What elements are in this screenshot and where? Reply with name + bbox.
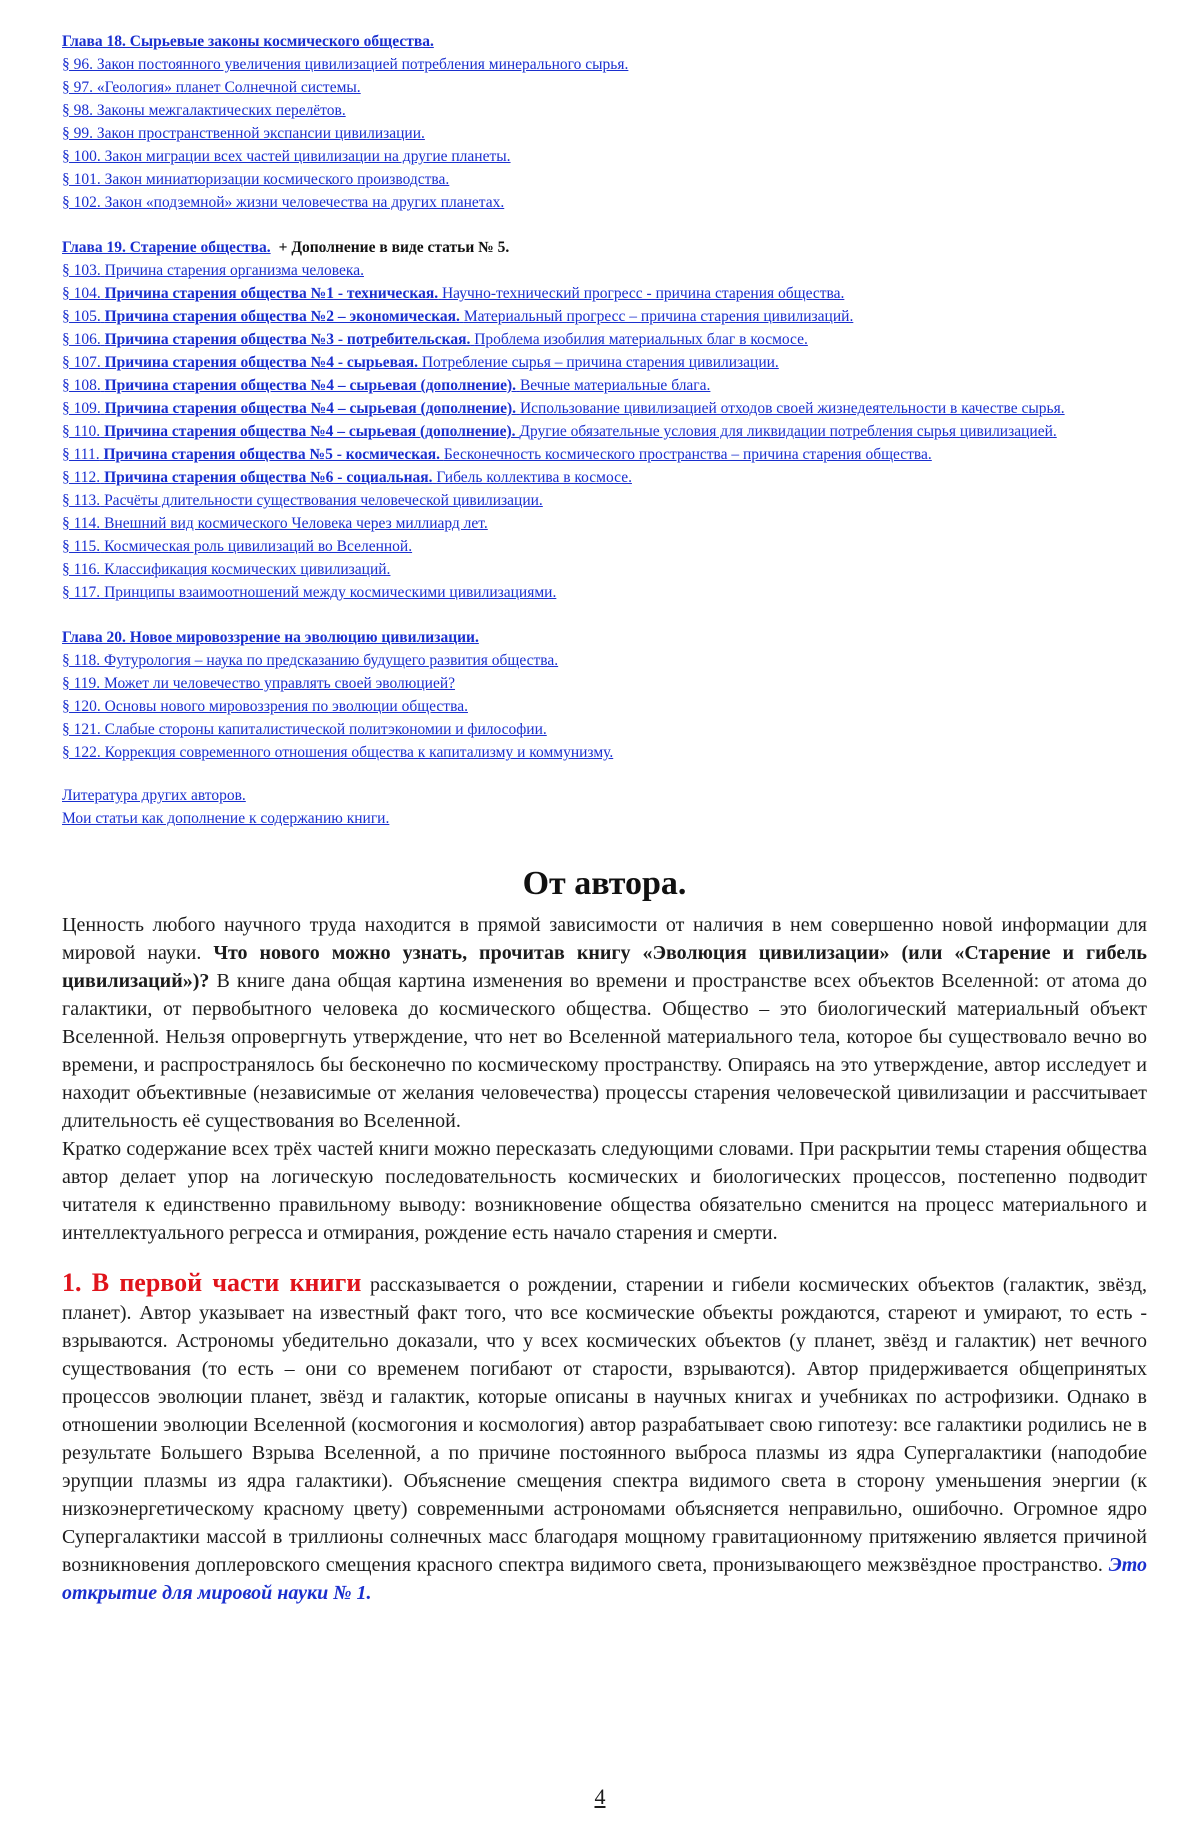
toc-section-link[interactable]: [62, 581, 1147, 604]
section-title-bold: Причина старения общества №4 – сырьевая (дополнение).: [104, 377, 517, 394]
paragraph-text: рассказывается о рождении, старении и гибели космических объектов (галактик, звёзд, планет). Автор указывает на известный факт того, что все космические объекты рождаются, стареют и умирают, то есть - взрываются. Астрономы убедительно доказали, что у всех космических объектов (у планет, звёзд и галактик) нет вечного существования (то есть – они со временем погибают от старости, взрываются). Автор придерживается общепринятых процессов эволюции планет, звёзд и галактик, которые описаны в научных книгах и учебниках по астрофизики. Однако в отношении эволюции Вселенной (космогония и космология) автор разрабатывает свою гипотезу: все галактики родились не в результате Большего Взрыва Вселенной, а по причине постоянного выброса плазмы из ядра Супергалактики (наподобие эрупции плазмы из ядра галактики). Объяснение смещения спектра видимого света в сторону уменьшения энергии (к низкоэнергетическому красному цвету) современными астрономами объясняется неправильно, ошибочно. Огромное ядро Супергалактики массой в триллионы солнечных масс благодаря мощному гравитационному притяжению является причиной возникновения доплеровского смещения красного спектра видимого света, пронизывающего межзвёздное пространство.: [62, 1274, 1147, 1576]
toc-section-link[interactable]: § 97. «Геология» планет Солнечной системы.: [62, 79, 361, 96]
toc-section-link[interactable]: § 98. Законы межгалактических перелётов.: [62, 102, 346, 119]
toc-chapter-18: [62, 30, 1147, 214]
toc-section-link[interactable]: [62, 466, 1147, 489]
section-number: § 105.: [62, 308, 101, 325]
section-number: § 112.: [62, 469, 101, 486]
toc-section-link[interactable]: § 118. Футурология – наука по предсказанию будущего развития общества.: [62, 652, 559, 669]
section-title-bold: Причина старения общества №5 - космическая.: [103, 446, 440, 463]
toc-section-link[interactable]: [62, 443, 1147, 466]
toc-section-link[interactable]: § 101. Закон миниатюризации космического производства.: [62, 171, 450, 188]
toc-chapter-title[interactable]: Глава 19. Старение общества.: [62, 239, 271, 256]
section-title: Космическая роль цивилизаций во Вселенной.: [104, 538, 413, 555]
section-title: Вечные материальные блага.: [519, 377, 711, 394]
toc-section-link[interactable]: § 96. Закон постоянного увеличения цивилизацией потребления минерального сырья.: [62, 56, 629, 73]
toc-section-link[interactable]: [62, 259, 1147, 282]
toc-section-link[interactable]: § 102. Закон «подземной» жизни человечества на других планетах.: [62, 194, 505, 211]
section-number: § 110.: [62, 423, 101, 440]
paragraph-part-one: [62, 1269, 1147, 1607]
question-bold: Что нового можно узнать, прочитав книгу «Эволюция цивилизации» (или «Старение и гибель цивилизаций»)?: [62, 942, 1148, 992]
section-title-bold: Причина старения общества №3 - потребительская.: [104, 331, 471, 348]
section-number: § 117.: [62, 584, 101, 601]
toc-section-link[interactable]: [62, 351, 1147, 374]
section-number: § 103.: [62, 262, 101, 279]
section-title: Классификация космических цивилизаций.: [104, 561, 391, 578]
toc-section-link[interactable]: [62, 374, 1147, 397]
toc-section-link[interactable]: [62, 397, 1147, 420]
toc-addition-note: + Дополнение в виде статьи № 5.: [278, 239, 510, 256]
section-title-bold: Причина старения общества №2 – экономическая.: [104, 308, 460, 325]
section-title-bold: Причина старения общества №4 – сырьевая (дополнение).: [104, 423, 516, 440]
discovery-note: Это открытие для мировой науки № 1.: [62, 1554, 1147, 1604]
toc-link-articles[interactable]: Мои статьи как дополнение к содержанию книги.: [62, 810, 390, 827]
toc-section-link[interactable]: § 120. Основы нового мировоззрения по эволюции общества.: [62, 698, 468, 715]
toc-section-link[interactable]: [62, 328, 1147, 351]
toc-section-link[interactable]: [62, 305, 1147, 328]
section-number: § 109.: [62, 400, 101, 417]
toc-section-link[interactable]: § 119. Может ли человечество управлять своей эволюцией?: [62, 675, 456, 692]
toc-chapter-20: [62, 626, 1147, 764]
section-number: § 104.: [62, 285, 101, 302]
toc-extra-links: [62, 784, 1147, 830]
toc-section-link[interactable]: [62, 535, 1147, 558]
paragraph-text: Ценность любого научного труда находится в прямой зависимости от наличия в нем совершенно новой информации для мировой науки.: [62, 914, 1147, 964]
section-title: Другие обязательные условия для ликвидации потребления сырья цивилизацией.: [519, 423, 1057, 440]
section-title: Научно-технический прогресс - причина старения общества.: [441, 285, 845, 302]
section-title: Расчёты длительности существования человеческой цивилизации.: [104, 492, 543, 509]
section-title: Гибель коллектива в космосе.: [436, 469, 632, 486]
toc-chapter-19: [62, 236, 1147, 604]
toc-section-link[interactable]: [62, 512, 1147, 535]
page-number: 4: [594, 1784, 606, 1809]
toc-section-link[interactable]: § 122. Коррекция современного отношения общества к капитализму и коммунизму.: [62, 744, 614, 761]
section-number: § 108.: [62, 377, 101, 394]
toc-link-literature[interactable]: Литература других авторов.: [62, 787, 246, 804]
section-number: § 114.: [62, 515, 101, 532]
toc-chapter-title[interactable]: Глава 18. Сырьевые законы космического общества.: [62, 33, 434, 50]
section-title: Причина старения организма человека.: [104, 262, 364, 279]
toc-section-link[interactable]: § 100. Закон миграции всех частей цивилизации на другие планеты.: [62, 148, 511, 165]
toc-section-link[interactable]: § 99. Закон пространственной экспансии цивилизации.: [62, 125, 425, 142]
section-title: Бесконечность космического пространства – причина старения общества.: [443, 446, 932, 463]
section-number: § 115.: [62, 538, 101, 555]
document-page: [62, 30, 1147, 1607]
section-number: § 116.: [62, 561, 101, 578]
part-one-lead: 1. В первой части книги: [62, 1268, 362, 1297]
section-title: Принципы взаимоотношений между космическими цивилизациями.: [104, 584, 557, 601]
paragraph-intro: [62, 911, 1147, 1135]
paragraph-text: В книге дана общая картина изменения во времени и пространстве всех объектов Вселенной: от атома до галактики, от первобытного человека до космического общества. Общество – это биологический материальный объект Вселенной. Нельзя опровергнуть утверждение, что нет во Вселенной материального тела, которое бы существовало вечно во времени, и распространялось бы бесконечно по космическому пространству. Опираясь на это утверждение, автор исследует и находит объективные (независимые от желания человечества) процессы старения человеческой цивилизации и рассчитывает длительность её существования во Вселенной.: [62, 970, 1147, 1132]
section-title-bold: Причина старения общества №4 – сырьевая (дополнение).: [104, 400, 517, 417]
section-title-bold: Причина старения общества №6 - социальная.: [104, 469, 433, 486]
toc-section-link[interactable]: [62, 558, 1147, 581]
toc-chapter-title[interactable]: Глава 20. Новое мировоззрение на эволюцию цивилизации.: [62, 629, 479, 646]
section-title: Потребление сырья – причина старения цивилизации.: [421, 354, 779, 371]
section-title-bold: Причина старения общества №4 - сырьевая.: [104, 354, 418, 371]
section-number: § 111.: [62, 446, 100, 463]
toc-section-link[interactable]: [62, 420, 1147, 443]
section-title: Использование цивилизацией отходов своей жизнедеятельности в качестве сырья.: [519, 400, 1065, 417]
section-title: Материальный прогресс – причина старения цивилизаций.: [463, 308, 854, 325]
section-heading: От автора.: [522, 865, 687, 902]
paragraph-summary: Кратко содержание всех трёх частей книги можно пересказать следующими словами. При раскрытии темы старения общества автор делает упор на логическую последовательность космических и биологических процессов, постепенно подводит читателя к единственно правильному выводу: возникновение общества обязательно сменится на процесс материального и интеллектуального регресса и отмирания, рождение есть начало старения и смерти.: [62, 1138, 1147, 1244]
section-number: § 113.: [62, 492, 101, 509]
section-title: Внешний вид космического Человека через миллиард лет.: [104, 515, 488, 532]
section-title: Проблема изобилия материальных благ в космосе.: [474, 331, 808, 348]
toc-section-link[interactable]: [62, 489, 1147, 512]
section-title-bold: Причина старения общества №1 - техническая.: [104, 285, 439, 302]
section-number: § 107.: [62, 354, 101, 371]
toc-section-link[interactable]: [62, 282, 1147, 305]
section-number: § 106.: [62, 331, 101, 348]
toc-section-link[interactable]: § 121. Слабые стороны капиталистической политэкономии и философии.: [62, 721, 547, 738]
